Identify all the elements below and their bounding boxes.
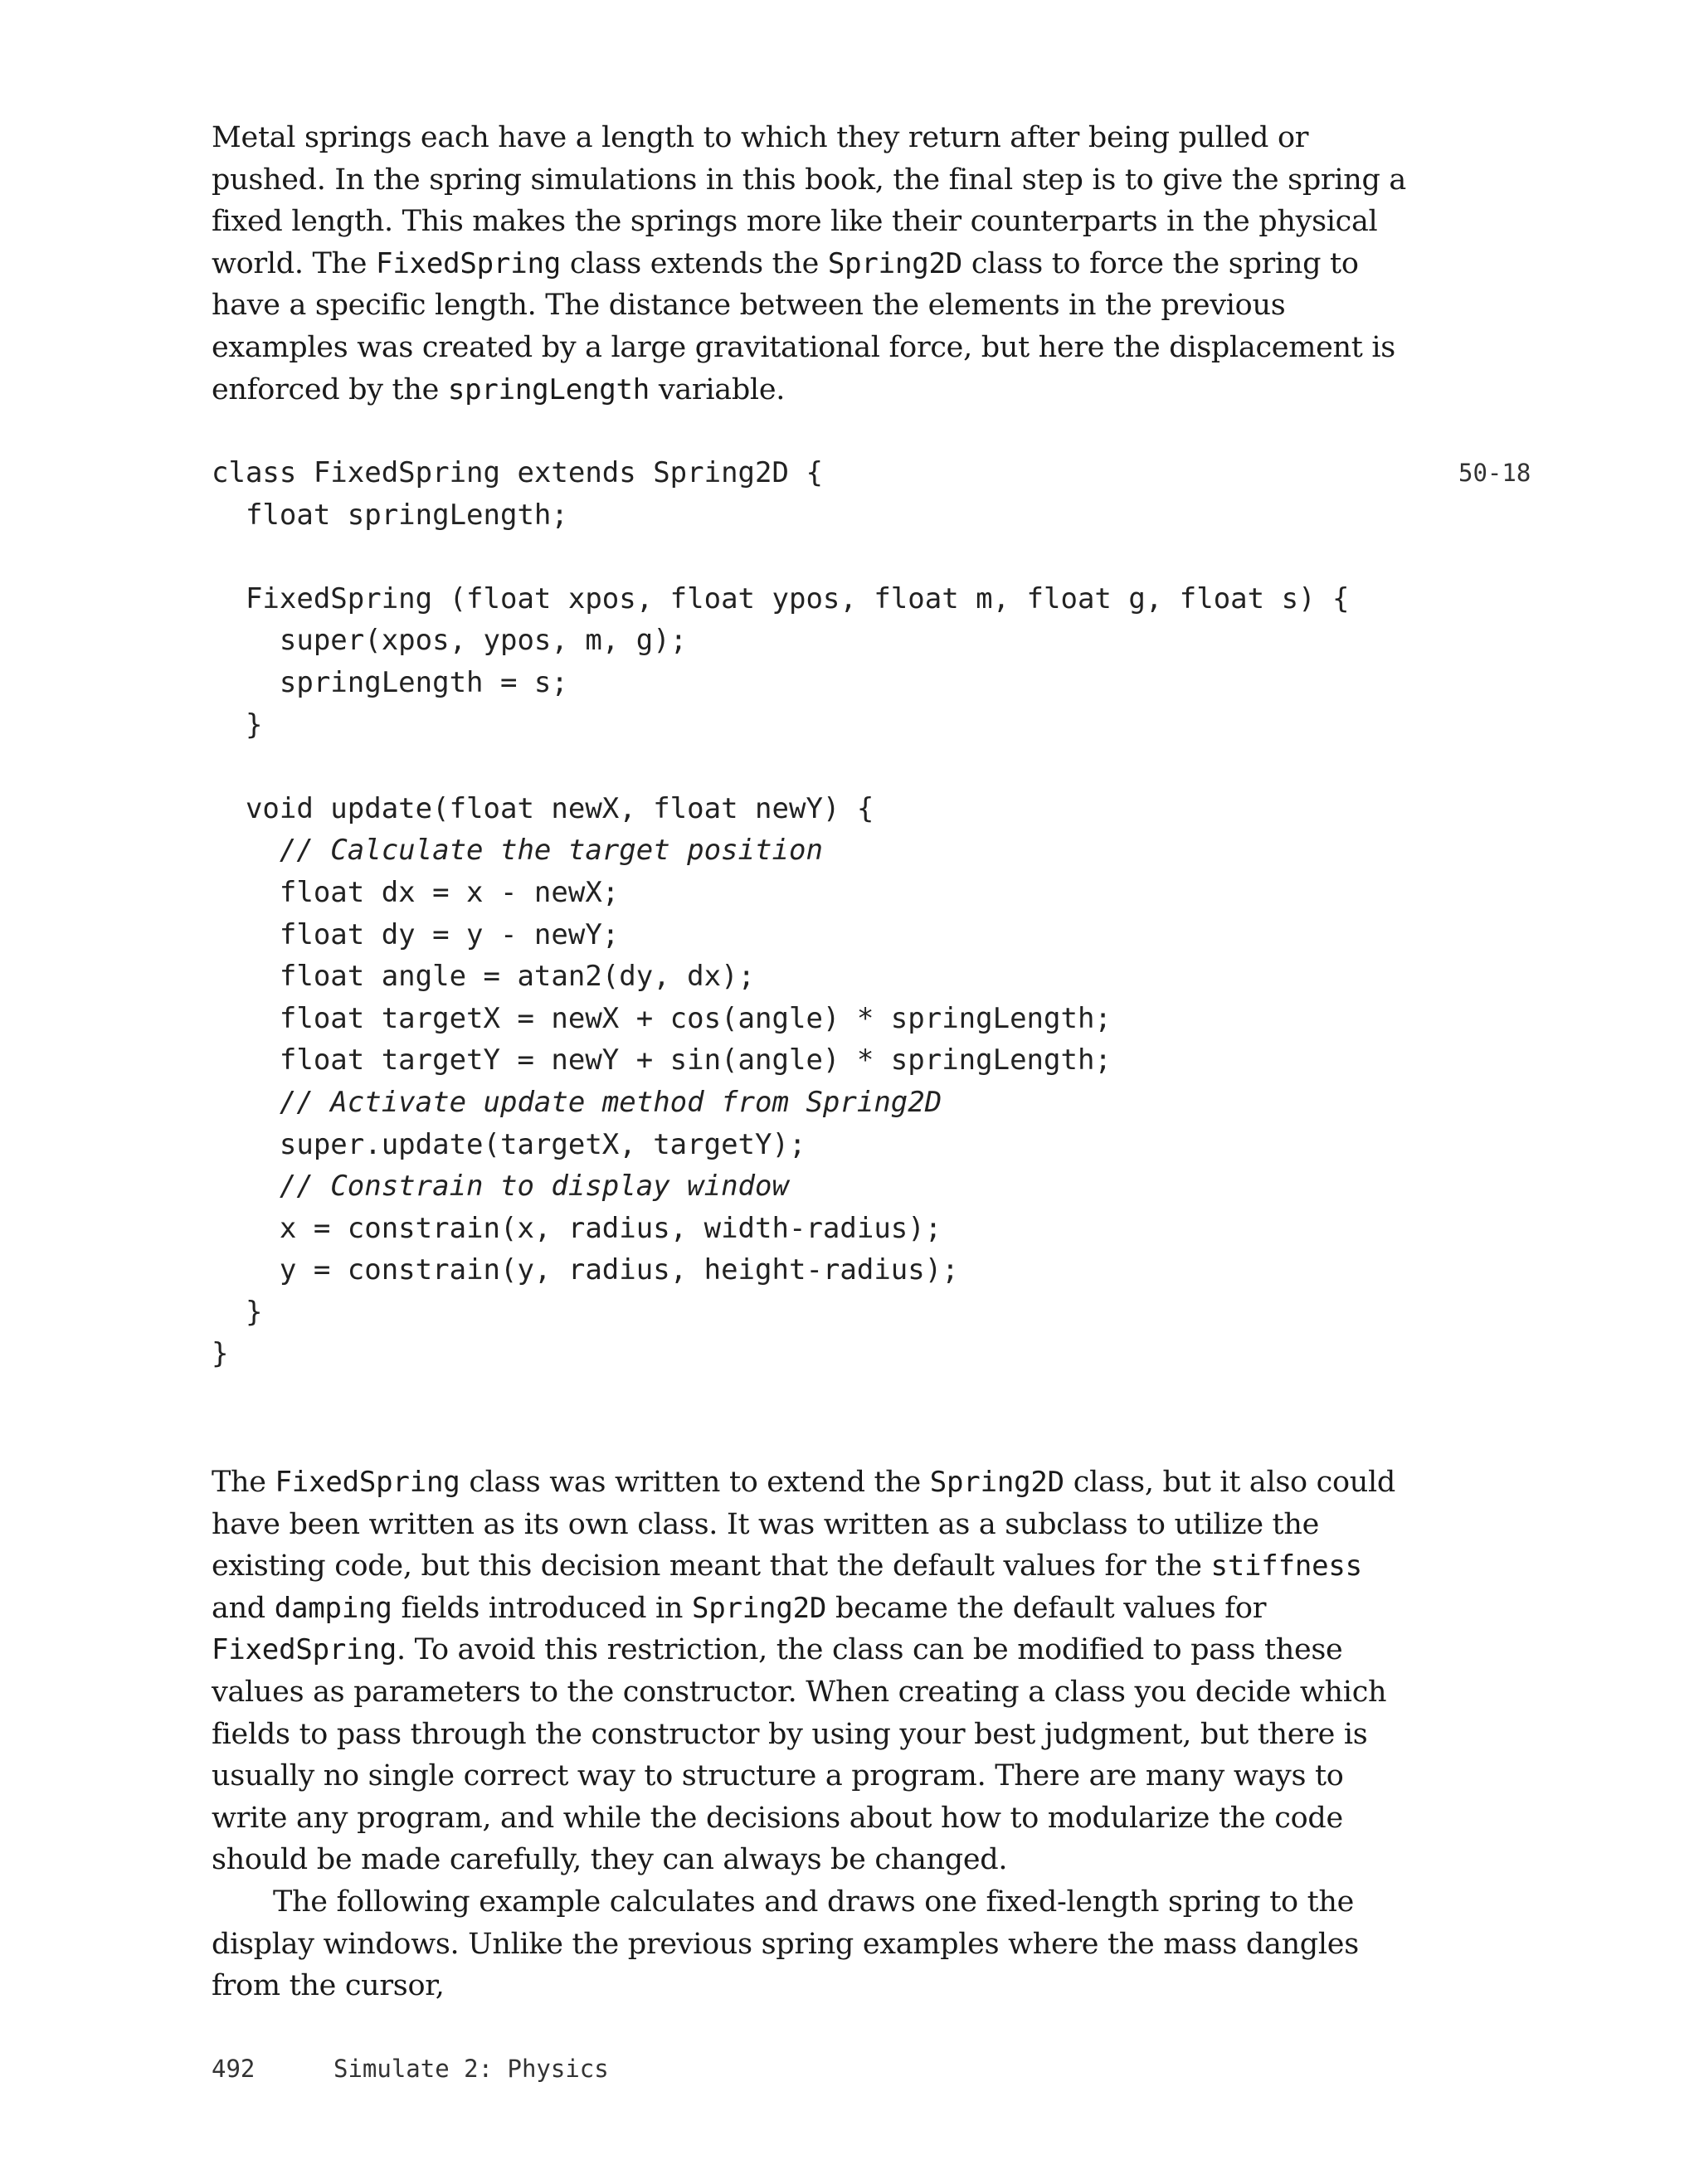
paragraph-fixed-length [212,117,1423,411]
code-line: float dy = y - newY; [212,917,620,951]
inline-code: springLength [447,372,650,406]
page-number: 492 [212,2055,256,2083]
discussion-text [212,1462,1423,2007]
text-run: variable. [650,372,786,406]
text-run: class to force the spring to have a specific length. The distance between the elements in the previous examples was created by a large gravitational force, but here the displacement is enforced by the [212,246,1395,406]
code-listing [212,452,1456,1375]
inline-code: FixedSpring [212,1633,397,1667]
code-line: } [212,708,263,742]
code-example-number: 50-18 [1458,459,1531,487]
code-comment-line: // Activate update method from Spring2D [212,1085,942,1119]
code-line: float targetX = newX + cos(angle) * springLength; [212,1001,1112,1035]
code-line: super(xpos, ypos, m, g); [212,624,688,658]
inline-code: Spring2D [929,1466,1064,1499]
code-line [212,746,1456,788]
code-comment-line: // Constrain to display window [212,1170,789,1204]
code-line: springLength = s; [212,665,568,699]
code-line: } [212,1337,229,1371]
paragraph-subclass [212,1462,1423,1881]
text-run: . To avoid this restriction, the class can be modified to pass these values as parameters to the constructor. When creating a class you decide which fields to pass through the constructor by using your best judgment, but there is usually no single correct way to structure a program. There are many ways to write any program, and while the decisions about how to modularize the code should be made carefully, they can always be changed. [212,1633,1387,1877]
inline-code: Spring2D [691,1591,827,1625]
code-line: y = constrain(y, radius, height-radius); [212,1253,959,1287]
text-run: class extends the [561,246,828,280]
code-comment-line: // Calculate the target position [212,834,823,868]
inline-code: FixedSpring [275,1466,460,1499]
code-line: float targetY = newY + sin(angle) * springLength; [212,1043,1112,1077]
text-run: fields introduced in [392,1591,692,1625]
code-line: FixedSpring (float xpos, float ypos, float m, float g, float s) { [212,581,1350,615]
code-line: super.update(targetX, targetY); [212,1127,806,1161]
text-run: Metal springs each have a length to which they return after being pulled or pushed. In the spring simulations in this book, the final step is to give the spring a fixed length. This makes the springs more like their counterparts in the physical world. The [212,121,1406,280]
code-line: class FixedSpring extends Spring2D { [212,456,823,489]
code-line: x = constrain(x, radius, width-radius); [212,1211,942,1245]
code-line: void update(float newX, float newY) { [212,791,874,825]
running-head: Simulate 2: Physics [333,2055,609,2083]
code-line: float springLength; [212,498,568,532]
code-line [212,536,1456,578]
code-line: float dx = x - newX; [212,875,620,909]
code-line: } [212,1295,263,1329]
text-run: class, but it also could have been written as its own class. It was written as a subclass to utilize the existing code, but this decision meant that the default values for the [212,1466,1395,1583]
code-line: float angle = atan2(dy, dx); [212,960,756,994]
text-run: class was written to extend the [460,1466,930,1499]
text-run: and [212,1591,275,1625]
inline-code: stiffness [1210,1549,1362,1583]
intro-paragraph [212,117,1423,411]
inline-code: Spring2D [827,246,963,280]
text-run: The [212,1466,275,1499]
inline-code: FixedSpring [376,246,562,280]
paragraph-example-intro: The following example calculates and draws one fixed-length spring to the display windows. Unlike the previous spring examples where the mass dangles from the cursor, [212,1885,1359,2003]
text-run: became the default values for [826,1591,1267,1625]
inline-code: damping [274,1591,392,1625]
